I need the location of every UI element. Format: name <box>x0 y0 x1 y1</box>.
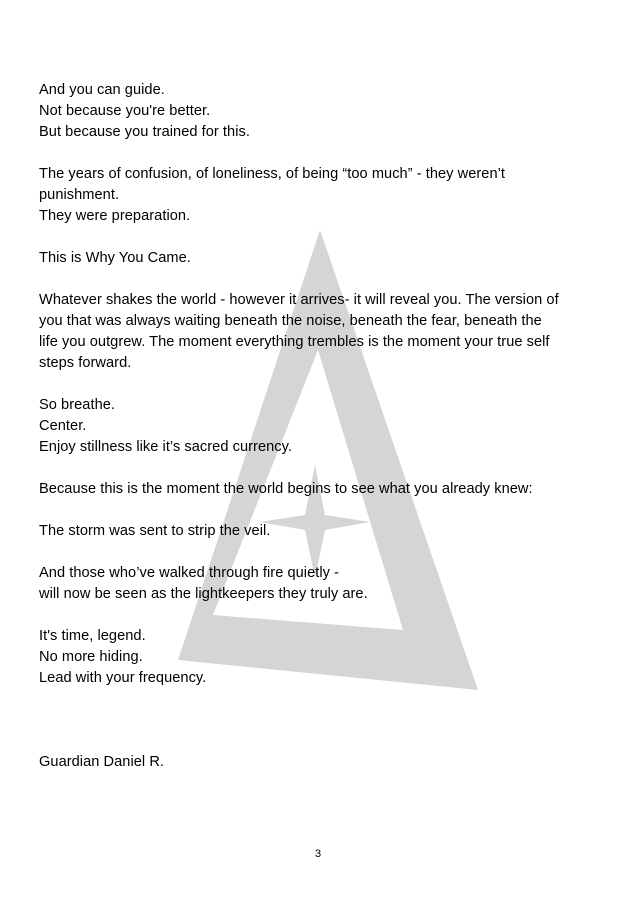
text-line: Whatever shakes the world - however it arrives- it will reveal you. The version of <box>39 292 559 308</box>
text-line: Not because you're better. <box>39 103 211 119</box>
text-line: The years of confusion, of loneliness, of being “too much” - they weren’t <box>39 166 506 182</box>
text-line: And you can guide. <box>39 82 165 98</box>
text-line: steps forward. <box>39 355 132 371</box>
text-line: punishment. <box>39 187 120 203</box>
signature-line: Guardian Daniel R. <box>39 754 165 770</box>
text-line: Lead with your frequency. <box>39 670 207 686</box>
text-line: you that was always waiting beneath the noise, beneath the fear, beneath the <box>39 313 542 329</box>
text-line: Enjoy stillness like it’s sacred currency. <box>39 439 292 455</box>
text-line: But because you trained for this. <box>39 124 250 140</box>
text-line: No more hiding. <box>39 649 143 665</box>
text-line: They were preparation. <box>39 208 191 224</box>
text-line: life you outgrew. The moment everything trembles is the moment your true self <box>39 334 550 350</box>
text-line: The storm was sent to strip the veil. <box>39 523 271 539</box>
text-line: It's time, legend. <box>39 628 146 644</box>
page-number: 3 <box>314 848 322 860</box>
text-line: Center. <box>39 418 87 434</box>
text-line: will now be seen as the lightkeepers they truly are. <box>39 586 368 602</box>
text-line: And those who’ve walked through fire quietly - <box>39 565 340 581</box>
text-line: This is Why You Came. <box>39 250 191 266</box>
text-line: Because this is the moment the world begins to see what you already knew: <box>39 481 533 497</box>
text-line: So breathe. <box>39 397 116 413</box>
